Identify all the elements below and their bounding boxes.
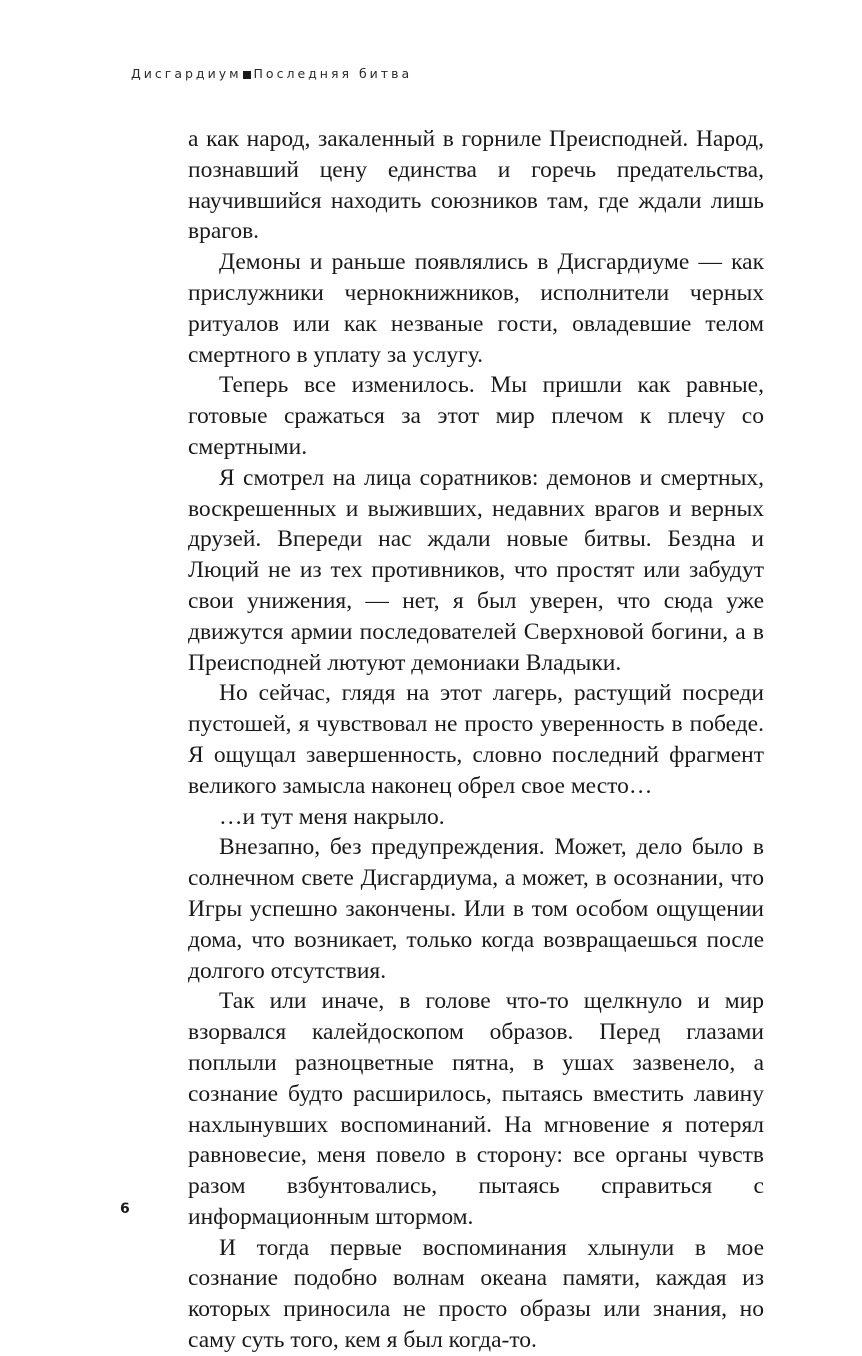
book-title: Дисгардиум [131,66,242,81]
paragraph: Теперь все изменилось. Мы пришли как равные, готовые сражаться за этот мир плечом к плечу со смертными. [188,372,764,460]
paragraph: а как народ, закаленный в горниле Преисподней. Народ, познавший цену единства и горечь предательства, научившийся находить союзников там, где ждали лишь врагов. [188,126,764,245]
running-header [131,66,412,81]
paragraph: Так или иначе, в голове что-то щелкнуло и мир взорвался калейдоскопом образов. Перед глазами поплыли разноцветные пятна, в ушах зазвенело, а сознание будто расширилось, пытаясь вместить лавину нахлынувших воспоминаний. На мгновение я потерял равновесие, меня повело в сторону: все органы чувств разом взбунтовались, пытаясь справиться с информационным штормом. [188,988,764,1230]
page-number: 6 [120,1201,130,1217]
separator-square-icon [243,71,251,79]
paragraph: Внезапно, без предупреждения. Может, дело было в солнечном свете Дисгардиума, а может, в осознании, что Игры успешно закончены. Или в том особом ощущении дома, что возникает, только когда возвращаешься после долгого отсутствия. [188,834,764,984]
body-text [188,124,764,1356]
paragraph: Я смотрел на лица соратников: демонов и смертных, воскрешенных и выживших, недавних врагов и верных друзей. Впереди нас ждали новые битвы. Бездна и Люций не из тех противников, что простят или забудут свои унижения, — нет, я был уверен, что сюда уже движутся армии последователей Сверхновой богини, а в Преисподней лютуют демониаки Владыки. [188,464,764,676]
paragraph: И тогда первые воспоминания хлынули в мое сознание подобно волнам океана памяти, каждая из которых приносила не просто образы или знания, но саму суть того, кем я был когда-то. [188,1234,764,1354]
paragraph: …и тут меня накрыло. [219,803,445,830]
paragraph: Но сейчас, глядя на этот лагерь, растущий посреди пустошей, я чувствовал не просто уверенность в победе. Я ощущал завершенность, словно последний фрагмент великого замысла наконец обрел свое место… [188,680,764,799]
part-title: Последняя битва [253,66,413,81]
paragraph: Демоны и раньше появлялись в Дисгардиуме — как прислужники чернокнижников, исполнители черных ритуалов или как незваные гости, овладевшие телом смертного в уплату за услугу. [188,249,764,368]
